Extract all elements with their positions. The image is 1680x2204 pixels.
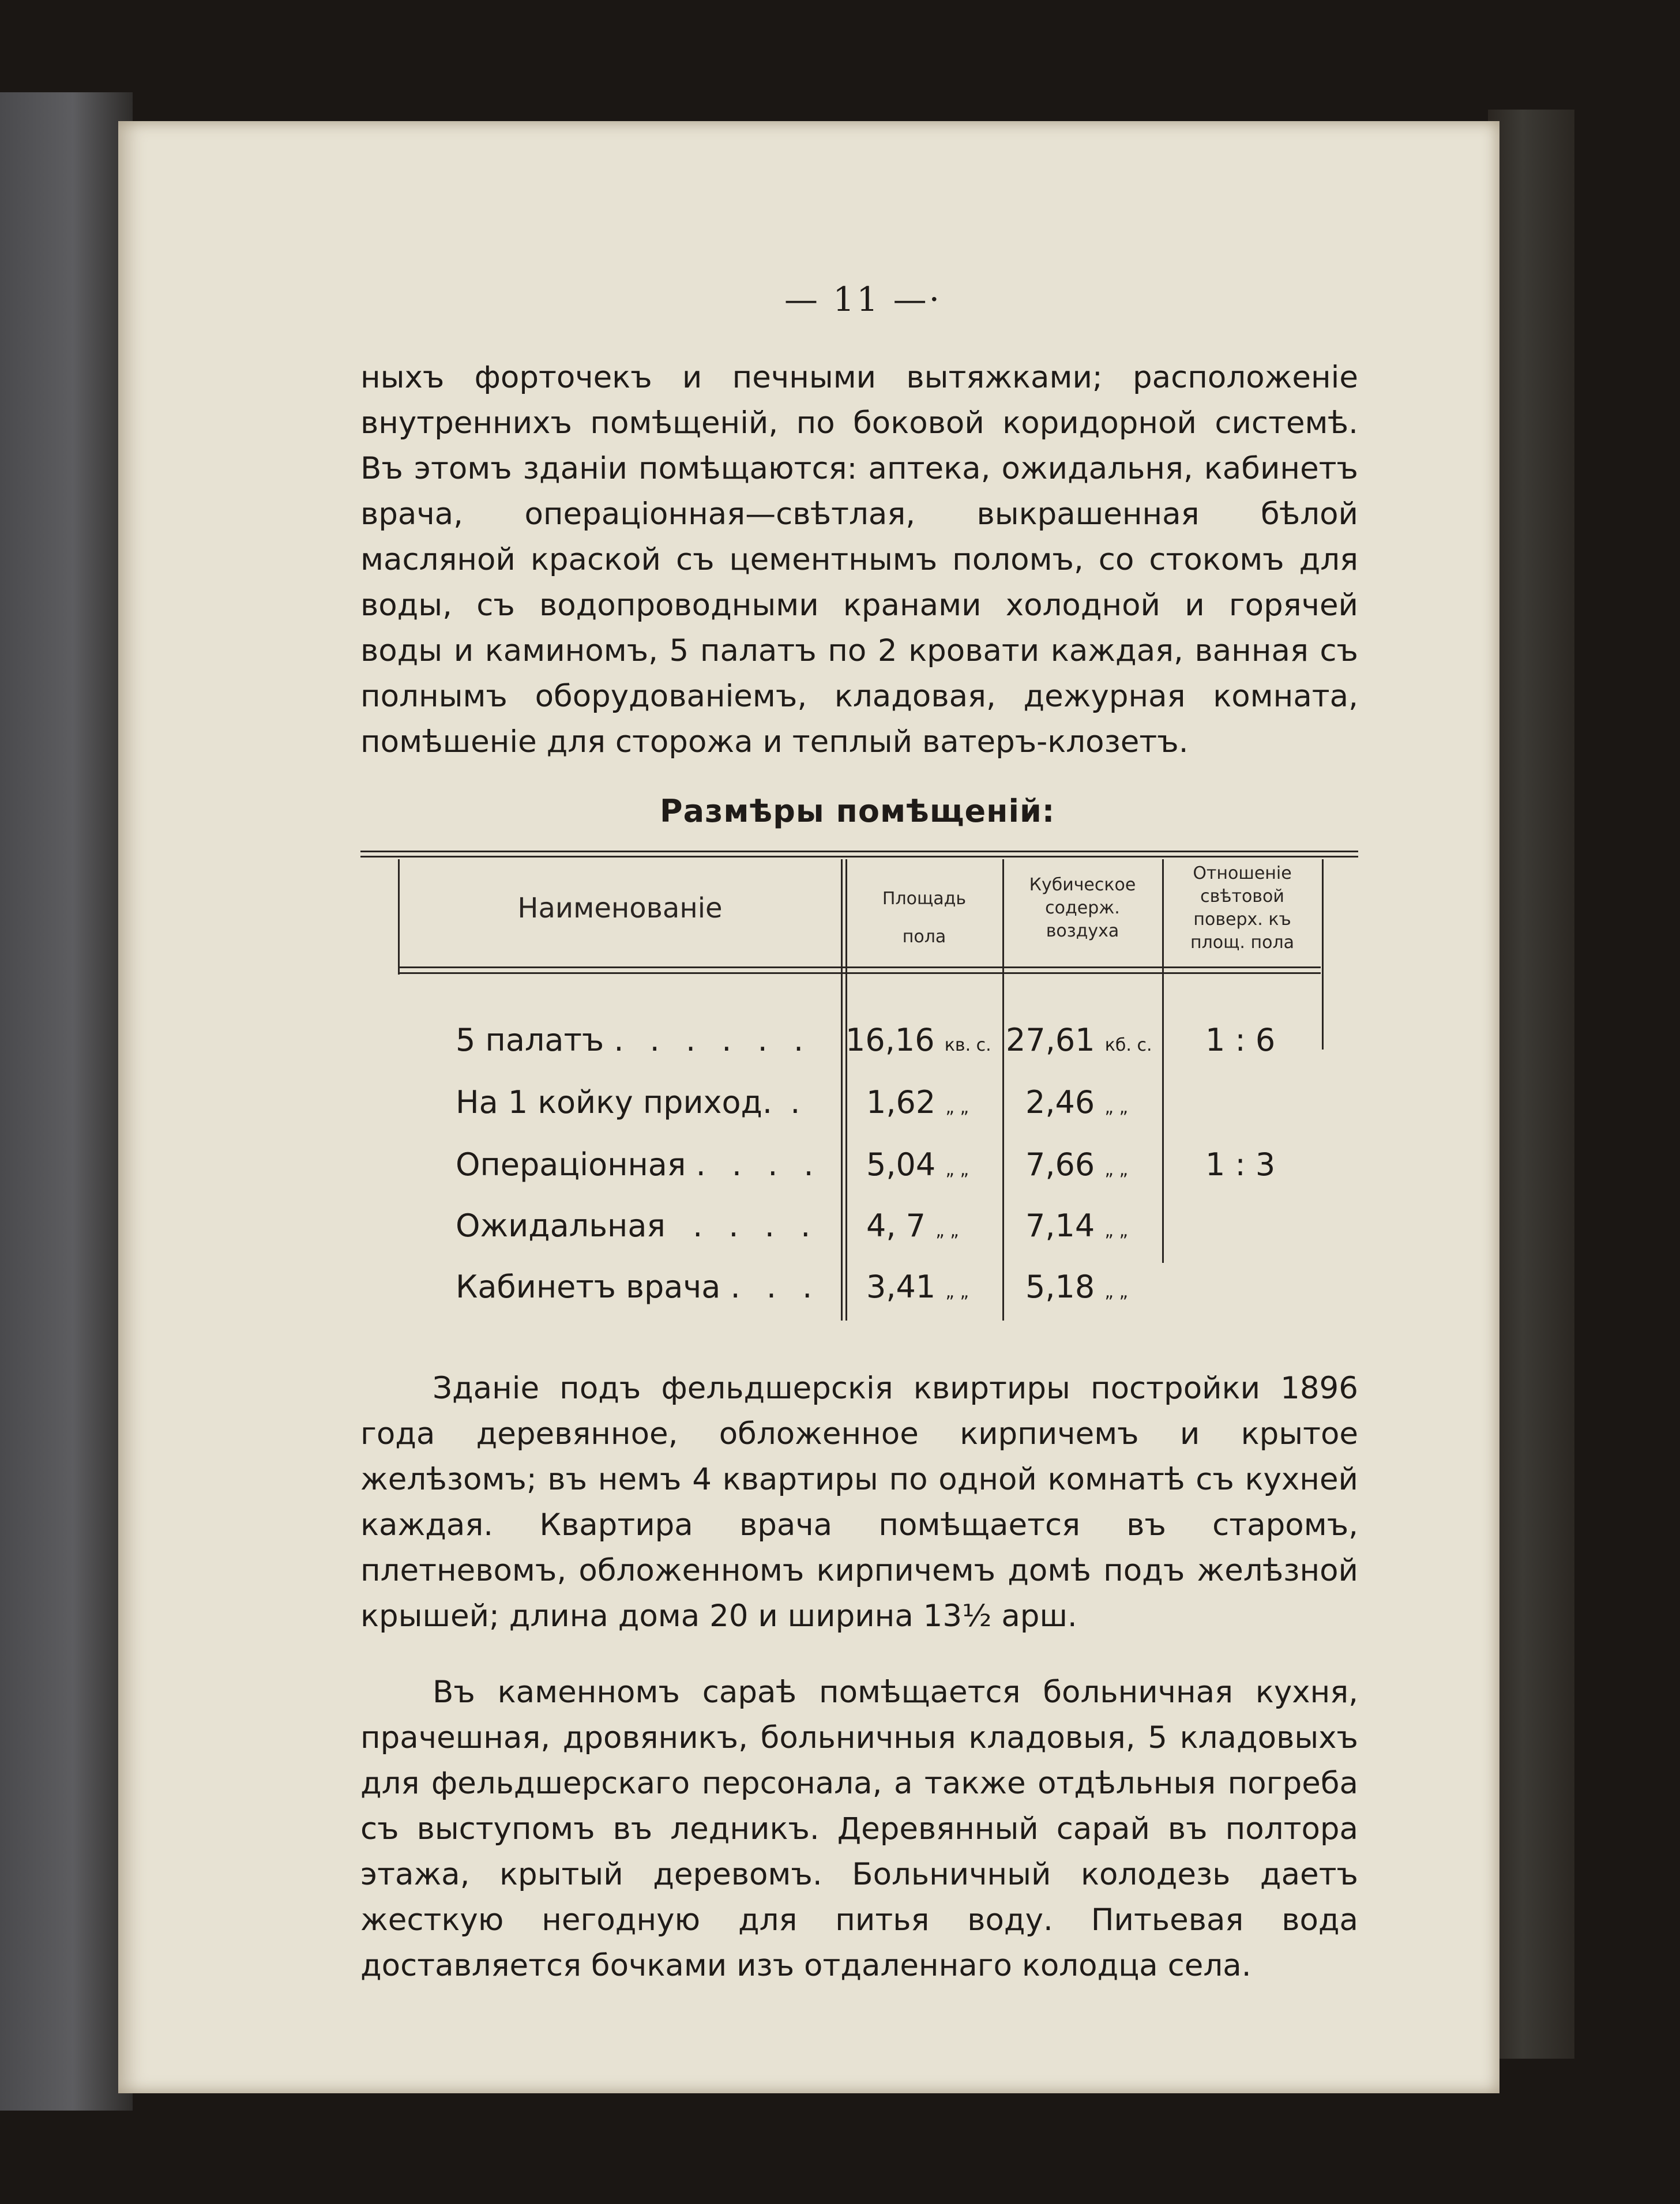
area-unit: кв. с. bbox=[944, 1035, 991, 1055]
row-leader: . bbox=[790, 1084, 809, 1120]
row-name bbox=[456, 1208, 818, 1244]
row-label: Операціонная bbox=[456, 1146, 686, 1183]
row-ratio: 1 : 3 bbox=[1205, 1146, 1276, 1183]
area-unit: „ „ bbox=[945, 1097, 969, 1118]
header-ratio bbox=[1164, 862, 1320, 954]
header-area bbox=[848, 880, 1001, 956]
column-rule bbox=[841, 859, 843, 1321]
table-left-rule bbox=[398, 859, 400, 975]
row-volume bbox=[1025, 1146, 1128, 1183]
header-area-line: Площадь bbox=[882, 889, 967, 909]
row-area bbox=[866, 1084, 969, 1120]
column-rule bbox=[1002, 859, 1004, 1321]
volume-unit: „ „ bbox=[1104, 1282, 1129, 1302]
row-ratio: 1 : 6 bbox=[1205, 1022, 1276, 1058]
row-name bbox=[456, 1146, 822, 1183]
row-area bbox=[866, 1146, 969, 1183]
area-value: 4, 7 bbox=[866, 1208, 926, 1244]
row-leader: . . . . bbox=[696, 1146, 822, 1183]
volume-unit: „ „ bbox=[1104, 1160, 1129, 1180]
area-value: 3,41 bbox=[866, 1269, 936, 1305]
page-number: — 11 —· bbox=[784, 280, 942, 319]
header-volume-line: содерж. bbox=[1045, 898, 1120, 918]
area-unit: „ „ bbox=[935, 1221, 959, 1241]
paragraph-3: Въ каменномъ сараѣ помѣщается больничная кухня, прачешная, дровяникъ, больничныя кладовыя, 5 кладовыхъ для фельдшерскаго персонала, а также отдѣльныя погреба съ выступомъ въ ледникъ. Деревянный сарай въ полтора этажа, крытый деревомъ. Больничный колодезь даетъ жесткую негодную для питья воду. Питьевая вода доставляется бочками изъ отдаленнаго колодца села. bbox=[360, 1675, 1358, 1983]
volume-value: 5,18 bbox=[1025, 1269, 1095, 1305]
row-volume bbox=[1025, 1208, 1128, 1244]
header-volume bbox=[1005, 874, 1160, 943]
area-value: 16,16 bbox=[845, 1022, 935, 1058]
header-volume-line: Кубическое bbox=[1029, 875, 1136, 895]
row-leader: . . . . . . bbox=[614, 1022, 812, 1058]
paragraph-1: ныхъ форточекъ и печными вытяжками; расположеніе внутреннихъ помѣщеній, по боковой коридорной системѣ. Въ этомъ зданіи помѣщаются: аптека, ожидальня, кабинетъ врача, операціонная—свѣтлая, выкрашенная бѣлой масляной краской съ цементнымъ поломъ, со стокомъ для воды, съ водопроводными кранами холодной и горячей воды и каминомъ, 5 палатъ по 2 кровати каждая, ванная съ полнымъ оборудованіемъ, кладовая, дежурная комната, помѣшеніе для сторожа и теплый ватеръ-клозетъ. bbox=[360, 360, 1358, 759]
volume-value: 2,46 bbox=[1025, 1084, 1095, 1120]
header-ratio-line: площ. пола bbox=[1190, 932, 1294, 953]
volume-unit: „ „ bbox=[1104, 1097, 1129, 1118]
column-rule bbox=[1162, 859, 1164, 1263]
row-label: Кабинетъ врача bbox=[456, 1269, 721, 1305]
header-bottom-rule bbox=[398, 972, 1321, 974]
header-ratio-line: поверх. къ bbox=[1193, 909, 1291, 930]
table-top-rule bbox=[360, 856, 1358, 857]
header-ratio-line: Отношеніе bbox=[1193, 863, 1292, 883]
area-value: 1,62 bbox=[866, 1084, 936, 1120]
row-area bbox=[845, 1022, 991, 1058]
row-name bbox=[456, 1269, 820, 1305]
area-unit: „ „ bbox=[945, 1282, 969, 1302]
book-binding bbox=[0, 92, 133, 2111]
header-name: Наименованіе bbox=[517, 892, 723, 924]
row-area bbox=[866, 1208, 959, 1244]
volume-value: 27,61 bbox=[1006, 1022, 1095, 1058]
row-volume bbox=[1025, 1269, 1128, 1305]
volume-value: 7,66 bbox=[1025, 1146, 1095, 1183]
row-name bbox=[456, 1022, 811, 1058]
header-volume-line: воздуха bbox=[1046, 921, 1119, 941]
header-bottom-rule bbox=[398, 966, 1321, 968]
header-ratio-line: свѣтовой bbox=[1200, 886, 1284, 907]
row-area bbox=[866, 1269, 969, 1305]
row-name bbox=[456, 1084, 808, 1120]
area-unit: „ „ bbox=[945, 1160, 969, 1180]
column-rule bbox=[845, 859, 847, 1321]
volume-unit: „ „ bbox=[1104, 1221, 1129, 1241]
row-leader: . . . . bbox=[693, 1208, 819, 1244]
row-label: 5 палатъ bbox=[456, 1022, 604, 1058]
table-right-rule bbox=[1322, 859, 1324, 1050]
row-volume bbox=[1025, 1084, 1128, 1120]
area-value: 5,04 bbox=[866, 1146, 936, 1183]
row-volume bbox=[1006, 1022, 1152, 1058]
header-area-line: пола bbox=[902, 927, 946, 947]
book-back-cover bbox=[1488, 110, 1574, 2059]
table-top-rule bbox=[360, 851, 1358, 852]
volume-value: 7,14 bbox=[1025, 1208, 1095, 1244]
row-label: Ожидальная bbox=[456, 1208, 666, 1244]
paragraph-2: Зданіе подъ фельдшерскія квиртиры постройки 1896 года деревянное, обложенное кирпичемъ и крытое желѣзомъ; въ немъ 4 квартиры по одной комнатѣ съ кухней каждая. Квартира врача помѣщается въ старомъ, плетневомъ, обложенномъ кирпичемъ домѣ подъ желѣзной крышей; длина дома 20 и ширина 13½ арш. bbox=[360, 1371, 1358, 1634]
volume-unit: кб. с. bbox=[1104, 1035, 1152, 1055]
table-title: Размѣры помѣщеній: bbox=[660, 793, 1055, 829]
row-label: На 1 койку приход. bbox=[456, 1084, 773, 1120]
row-leader: . . . bbox=[730, 1269, 821, 1305]
